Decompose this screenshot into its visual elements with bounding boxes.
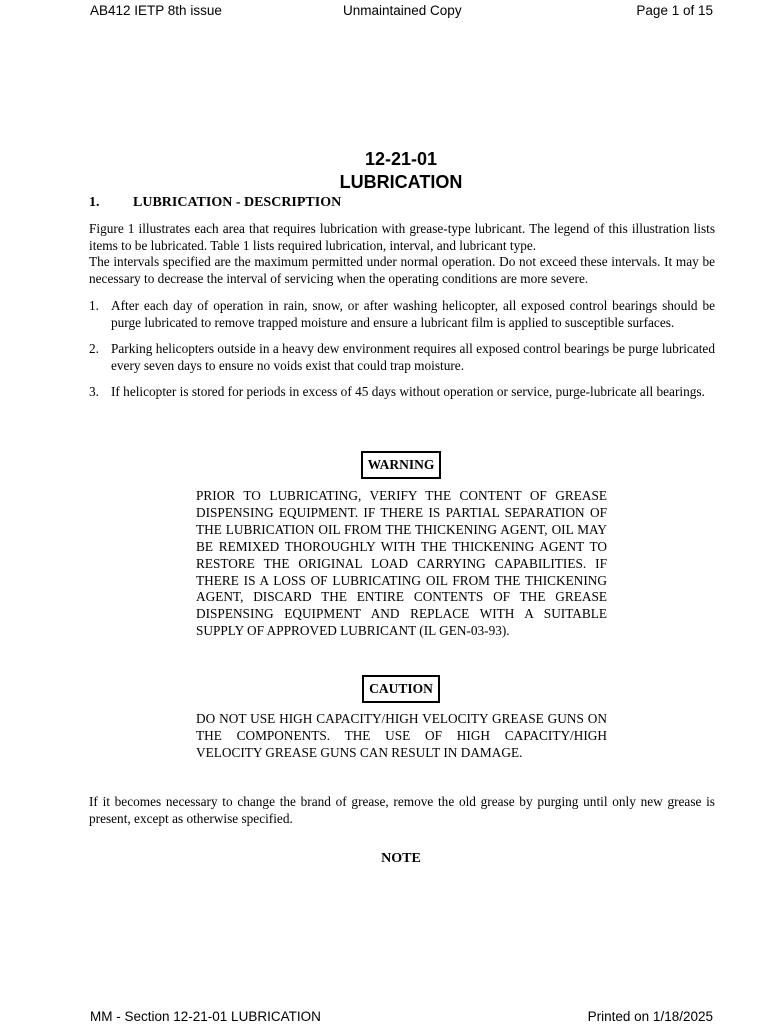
section-code-title: 12-21-01 [364,149,438,169]
list-item [89,341,715,374]
list-item-text: After each day of operation in rain, snow, or after washing helicopter, all exposed control bearings should be purge lubricated to remove trapped moisture and ensure a lubricant film is applied to susceptible surfaces. [111,298,715,330]
list-item-text: If helicopter is stored for periods in excess of 45 days without operation or service, purge-lubricate all bearings. [111,384,705,399]
list-item-number: 1. [89,298,99,313]
footer-section-title: MM - Section 12-21-01 LUBRICATION [90,1009,321,1024]
warning-text: PRIOR TO LUBRICATING, VERIFY THE CONTENT OF GREASE DISPENSING EQUIPMENT. IF THERE IS PARTIAL SEPARATION OF THE LUBRICATION OIL FROM THE THICKENING AGENT, OIL MAY BE REMIXED THOROUGHLY WITH THE THICKENING AGENT TO RESTORE THE ORIGINAL LOAD CARRYING CAPABILITIES. IF THERE IS A LOSS OF LUBRICATING OIL FROM THE THICKENING AGENT, DISCARD THE ENTIRE CONTENTS OF THE GREASE DISPENSING EQUIPMENT AND REPLACE WITH A SUITABLE SUPPLY OF APPROVED LUBRICANT (IL GEN-03-93). [196,488,607,639]
footer-print-date: Printed on 1/18/2025 [587,1009,713,1024]
list-item-number: 3. [89,384,99,399]
note-label: NOTE [381,851,421,866]
intro-paragraph-2: The intervals specified are the maximum permitted under normal operation. Do not exceed these intervals. It may be necessary to decrease the interval of servicing when the operating conditions are more severe. [89,254,715,286]
list-item-text: Parking helicopters outside in a heavy dew environment requires all exposed control bearings be purge lubricated every seven days to ensure no voids exist that could trap moisture. [111,341,715,373]
section-heading [89,194,341,212]
intro-paragraph-1: Figure 1 illustrates each area that requires lubrication with grease-type lubricant. The legend of this illustration lists items to be lubricated. Table 1 lists required lubrication, interval, and lubricant type. [89,221,715,253]
lubrication-steps-list [89,298,715,411]
list-item [89,384,715,401]
caution-text: DO NOT USE HIGH CAPACITY/HIGH VELOCITY GREASE GUNS ON THE COMPONENTS. THE USE OF HIGH CAPACITY/HIGH VELOCITY GREASE GUNS CAN RESULT IN DAMAGE. [196,711,607,760]
section-heading-text: LUBRICATION - DESCRIPTION [133,195,342,210]
caution-box [0,675,768,703]
warning-label: WARNING [361,451,442,479]
header-page-number: Page 1 of 15 [636,3,713,18]
list-item [89,298,715,331]
intro-block [89,221,715,287]
header-copy-status: Unmaintained Copy [343,3,462,18]
section-number: 1. [89,195,100,210]
closing-block [89,794,715,827]
caution-label: CAUTION [362,675,440,703]
header-document-id: AB412 IETP 8th issue [90,3,222,18]
list-item-number: 2. [89,341,99,356]
page-title: LUBRICATION [339,172,463,192]
closing-paragraph: If it becomes necessary to change the brand of grease, remove the old grease by purging until only new grease is present, except as otherwise specified. [89,794,715,826]
warning-box [0,451,768,479]
